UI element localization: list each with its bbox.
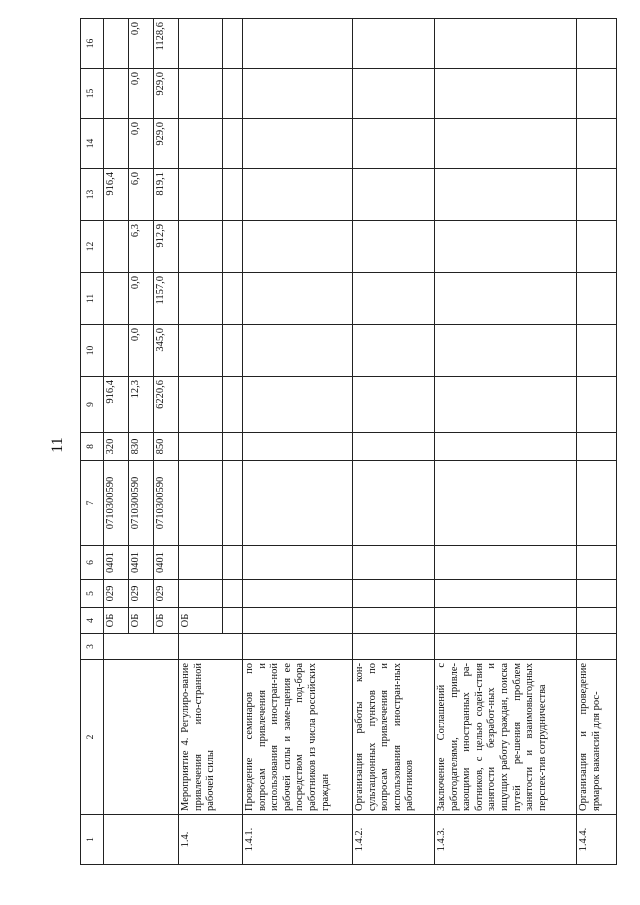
cell-grbs <box>243 580 353 608</box>
cell-year: 912,9 <box>154 221 179 273</box>
cell-year <box>179 19 223 69</box>
cell-name: Организация и проведение ярмарок вакансий для рос- <box>577 660 617 815</box>
cell-year <box>179 273 223 325</box>
cell-target <box>435 461 577 546</box>
cell-name: Мероприятие 4. Регулиро-вание привлечения ино-странной рабочей силы <box>179 660 243 815</box>
cell-year <box>353 273 435 325</box>
cell-number: 1.4.1. <box>243 815 353 865</box>
cell-year: 6,3 <box>129 221 154 273</box>
table-row <box>435 19 577 865</box>
cell-year: 929,0 <box>154 119 179 169</box>
cell-target: 0710300590 <box>129 461 154 546</box>
page-number: 11 <box>49 437 66 453</box>
cell-source: ОБ <box>104 608 129 634</box>
rotated-table-container <box>80 20 605 865</box>
cell-year <box>243 69 353 119</box>
header-cell: 6 <box>81 546 104 580</box>
cell-source: ОБ <box>179 608 223 634</box>
cell-year <box>353 19 435 69</box>
cell-year: 6,0 <box>129 169 154 221</box>
cell-year: 0,0 <box>129 119 154 169</box>
cell-year <box>243 273 353 325</box>
header-cell: 16 <box>81 19 104 69</box>
cell-target <box>243 461 353 546</box>
cell-source <box>223 608 243 634</box>
header-cell: 3 <box>81 634 104 660</box>
header-cell: 12 <box>81 221 104 273</box>
cell-total <box>223 377 243 433</box>
cell-type: 320 <box>104 433 129 461</box>
cell-grbs <box>435 580 577 608</box>
cell-year <box>435 325 577 377</box>
cell-year <box>435 19 577 69</box>
cell-executor <box>435 634 577 660</box>
cell-name <box>104 660 179 815</box>
cell-executor <box>577 634 617 660</box>
header-cell: 10 <box>81 325 104 377</box>
cell-grbs <box>577 580 617 608</box>
cell-executor <box>243 634 353 660</box>
cell-total <box>179 377 223 433</box>
cell-type <box>435 433 577 461</box>
cell-total: 916,4 <box>104 377 129 433</box>
cell-year <box>223 221 243 273</box>
cell-year <box>435 169 577 221</box>
cell-year <box>577 325 617 377</box>
cell-year <box>577 19 617 69</box>
cell-section <box>577 546 617 580</box>
cell-source <box>435 608 577 634</box>
cell-target <box>179 461 223 546</box>
cell-year: 819,1 <box>154 169 179 221</box>
table-row <box>243 19 353 865</box>
cell-year: 1157,0 <box>154 273 179 325</box>
cell-type <box>179 433 223 461</box>
cell-total <box>353 377 435 433</box>
cell-year <box>179 221 223 273</box>
cell-year <box>353 69 435 119</box>
header-cell: 7 <box>81 461 104 546</box>
table-row <box>353 19 435 865</box>
cell-number: 1.4.4. <box>577 815 617 865</box>
cell-section: 0401 <box>104 546 129 580</box>
cell-year <box>435 69 577 119</box>
cell-year <box>243 19 353 69</box>
cell-type <box>223 433 243 461</box>
cell-year <box>243 325 353 377</box>
cell-year <box>435 119 577 169</box>
cell-target <box>353 461 435 546</box>
header-cell: 11 <box>81 273 104 325</box>
header-cell: 8 <box>81 433 104 461</box>
table-row <box>577 19 617 865</box>
cell-source: ОБ <box>154 608 179 634</box>
cell-grbs <box>223 580 243 608</box>
cell-year <box>223 325 243 377</box>
cell-year <box>577 119 617 169</box>
cell-section <box>353 546 435 580</box>
header-cell: 5 <box>81 580 104 608</box>
cell-year: 1128,6 <box>154 19 179 69</box>
cell-year <box>223 19 243 69</box>
cell-number: 1.4.3. <box>435 815 577 865</box>
cell-year <box>243 221 353 273</box>
table-row <box>179 19 223 865</box>
header-cell: 13 <box>81 169 104 221</box>
cell-year <box>353 169 435 221</box>
cell-year <box>435 221 577 273</box>
cell-year: 916,4 <box>104 169 129 221</box>
cell-year: 929,0 <box>154 69 179 119</box>
cell-source <box>243 608 353 634</box>
cell-year: 345,0 <box>154 325 179 377</box>
cell-year <box>179 325 223 377</box>
cell-year <box>577 221 617 273</box>
cell-year <box>353 119 435 169</box>
cell-target <box>223 461 243 546</box>
cell-type <box>243 433 353 461</box>
cell-number <box>104 815 179 865</box>
cell-year <box>353 221 435 273</box>
cell-year: 0,0 <box>129 69 154 119</box>
cell-section <box>435 546 577 580</box>
cell-year <box>104 119 129 169</box>
cell-grbs: 029 <box>154 580 179 608</box>
cell-year <box>104 273 129 325</box>
cell-year <box>577 273 617 325</box>
header-row <box>81 19 104 865</box>
cell-type: 830 <box>129 433 154 461</box>
cell-total: 6220,6 <box>154 377 179 433</box>
header-cell: 2 <box>81 660 104 815</box>
cell-type <box>577 433 617 461</box>
cell-source <box>577 608 617 634</box>
cell-year <box>179 169 223 221</box>
cell-section <box>223 546 243 580</box>
cell-year <box>435 273 577 325</box>
cell-name: Организация работы кон-сультационных пунктов по вопросам привлечения и использования иностран-ных работников <box>353 660 435 815</box>
cell-grbs <box>353 580 435 608</box>
cell-year: 0,0 <box>129 273 154 325</box>
cell-total <box>243 377 353 433</box>
cell-year <box>104 325 129 377</box>
cell-year <box>353 325 435 377</box>
cell-year <box>179 119 223 169</box>
cell-year <box>243 119 353 169</box>
cell-type: 850 <box>154 433 179 461</box>
cell-target: 0710300590 <box>154 461 179 546</box>
cell-number: 1.4.2. <box>353 815 435 865</box>
cell-year <box>223 273 243 325</box>
header-cell: 14 <box>81 119 104 169</box>
cell-source <box>353 608 435 634</box>
cell-year <box>223 169 243 221</box>
cell-year <box>577 169 617 221</box>
cell-type <box>353 433 435 461</box>
cell-executor <box>179 634 243 660</box>
header-cell: 9 <box>81 377 104 433</box>
cell-name: Заключение Соглашений с работодателями, привле-кающими иностранных ра-ботников, с целью содей-ствия занятости безработ-ных и ищущих работу граждан, поиска путей ре-шения проблем занятости и взаимовыгодных перспек-тив сотрудничества <box>435 660 577 815</box>
cell-executor <box>353 634 435 660</box>
header-cell: 4 <box>81 608 104 634</box>
cell-total: 12,3 <box>129 377 154 433</box>
header-cell: 1 <box>81 815 104 865</box>
cell-section: 0401 <box>154 546 179 580</box>
cell-year <box>577 69 617 119</box>
cell-number: 1.4. <box>179 815 243 865</box>
cell-source: ОБ <box>129 608 154 634</box>
cell-target <box>577 461 617 546</box>
cell-target: 0710300590 <box>104 461 129 546</box>
cell-year <box>104 221 129 273</box>
budget-table <box>80 18 617 865</box>
cell-total <box>435 377 577 433</box>
table-row <box>104 19 129 865</box>
cell-grbs: 029 <box>104 580 129 608</box>
cell-grbs <box>179 580 223 608</box>
cell-year: 0,0 <box>129 325 154 377</box>
cell-year <box>104 69 129 119</box>
header-cell: 15 <box>81 69 104 119</box>
cell-year <box>223 69 243 119</box>
cell-executor <box>104 634 179 660</box>
cell-year <box>223 119 243 169</box>
cell-section: 0401 <box>129 546 154 580</box>
cell-name: Проведение семинаров по вопросам привлечения и использования иностран-ной рабочей силы и заме-щения ее посредством под-бора работников из числа российских граждан <box>243 660 353 815</box>
cell-year <box>243 169 353 221</box>
cell-section <box>243 546 353 580</box>
cell-year <box>179 69 223 119</box>
cell-total <box>577 377 617 433</box>
cell-grbs: 029 <box>129 580 154 608</box>
cell-year <box>104 19 129 69</box>
cell-year: 0,0 <box>129 19 154 69</box>
cell-section <box>179 546 223 580</box>
